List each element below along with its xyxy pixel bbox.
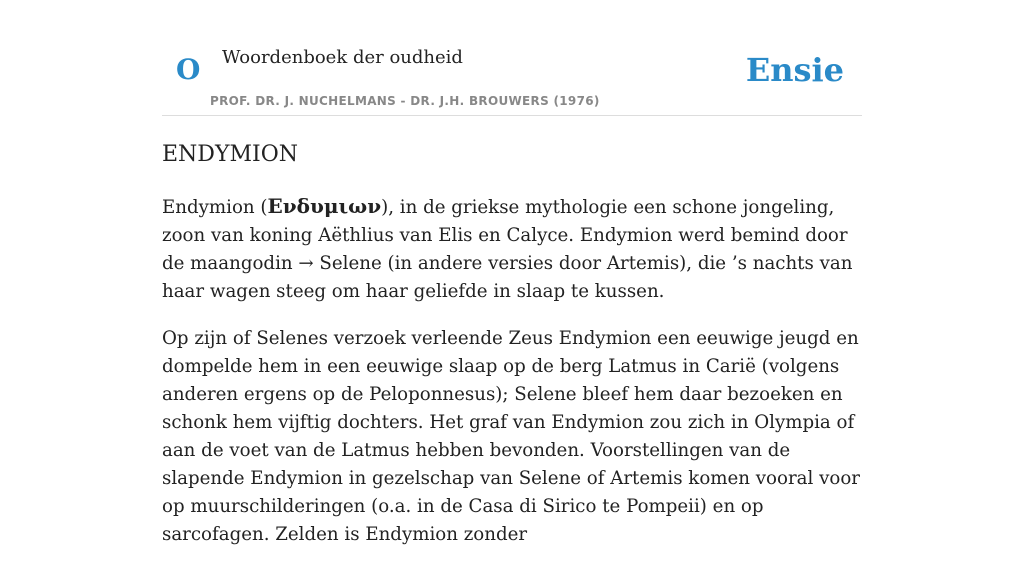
book-authors: PROF. DR. J. NUCHELMANS - DR. J.H. BROUWERS (1976): [210, 94, 600, 108]
letter-index-icon[interactable]: O: [176, 53, 201, 86]
p1-text-start: Endymion (: [162, 197, 268, 218]
greek-term: Ενδυμιων: [267, 194, 382, 218]
cross-reference-arrow-icon[interactable]: →: [298, 253, 314, 274]
brand-logo-link[interactable]: Ensie: [745, 51, 844, 89]
page-header: [162, 38, 862, 116]
entry-paragraph-1: [162, 192, 864, 306]
entry-paragraph-2: Op zijn of Selenes verzoek verleende Zeus Endymion een eeuwige jeugd en dompelde hem in een eeuwige slaap op de berg Latmus in Carië (volgens anderen ergens op de Peloponnesus); Selene bleef hem daar bezoeken en schonk hem vijftig dochters. Het graf van Endymion zou zich in Olympia of aan de voet van de Latmus hebben bevonden. Voorstellingen van de slapende Endymion in gezelschap van Selene of Artemis komen vooral voor op muurschilderingen (o.a. in de Casa di Sirico te Pompeii) en op sarcofagen. Zelden is Endymion zonder: [162, 328, 860, 545]
book-title-link[interactable]: Woordenboek der oudheid: [222, 47, 463, 68]
p1-text-end: Selene (in andere versies door Artemis), die ’s nachts van haar wagen steeg om haar geliefde in slaap te kussen.: [162, 253, 853, 302]
entry-title: ENDYMION: [162, 142, 298, 167]
p1-text-middle: ), in de griekse mythologie een schone jongeling, zoon van koning Aëthlius van Elis en Calyce. Endymion werd bemind door de maangodin: [162, 197, 848, 274]
